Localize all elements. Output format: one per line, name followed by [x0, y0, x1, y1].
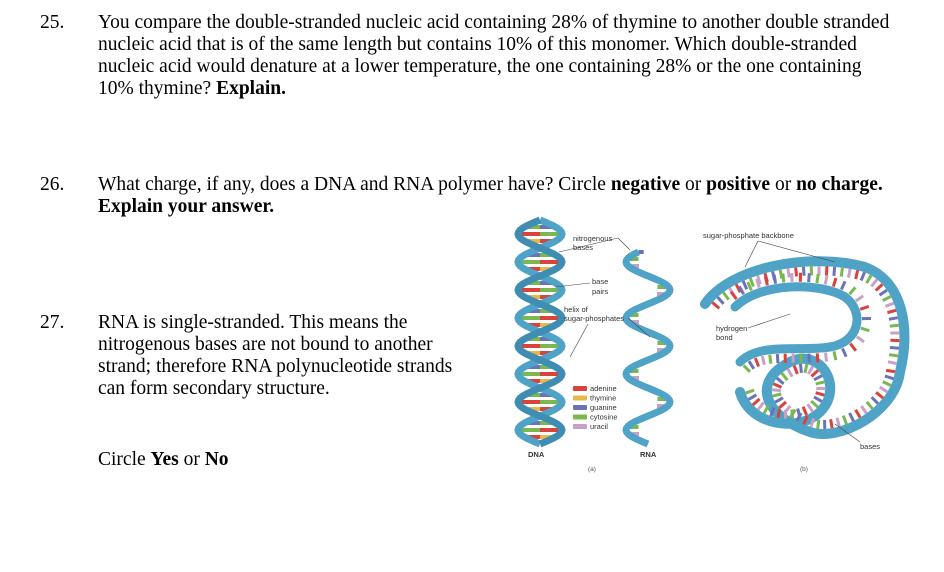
rna-base-b [765, 276, 767, 285]
option-negative[interactable]: negative [610, 174, 681, 195]
rna-base-b [805, 364, 807, 373]
rna-base-b [803, 407, 806, 415]
rna-base-b [775, 398, 783, 402]
rna-base-b [788, 369, 793, 377]
rna-base-b [857, 337, 864, 342]
rna-base-b [817, 274, 818, 283]
rna-base-b [831, 419, 832, 428]
legend-label: thymine [590, 393, 617, 403]
label-rna: RNA [640, 450, 657, 459]
rna-base-b [833, 278, 836, 287]
label-nitrogenous: nitrogenous [573, 234, 613, 243]
rna-base-b [849, 269, 851, 278]
rna-base-b [798, 408, 800, 417]
rna-base-b [861, 272, 864, 280]
rna-base-b [842, 348, 846, 356]
rna-base-b [778, 409, 780, 418]
question-text: RNA is single-stranded. This means the nitrogenous bases are not bound to another strand; therefore RNA polynucleotide strands can form secondary structure. [98, 312, 453, 399]
rna-base-b [816, 382, 825, 384]
rna-base-b [876, 392, 883, 398]
rna-base-b [783, 274, 784, 283]
rna-base-b [770, 355, 771, 364]
rna-base-b [890, 347, 899, 348]
label-panel-b: (b) [800, 466, 808, 473]
rna-base-b [889, 355, 898, 356]
rna-base-b [777, 354, 778, 363]
rna-base-b [825, 276, 827, 285]
rna-base-b [794, 366, 797, 374]
rna-base-b [792, 409, 793, 418]
rna-base-b [814, 397, 822, 402]
rna-base-b [886, 370, 895, 371]
rna-base-b [811, 401, 818, 407]
label-base: base [592, 277, 609, 286]
rna-base-b [872, 397, 878, 403]
question-number: 27. [40, 312, 65, 333]
rna-base-b [803, 267, 804, 276]
rna-base-b [885, 376, 894, 379]
rna-base-b [861, 328, 870, 331]
rna-base-b [723, 292, 728, 299]
rna-base-b [816, 393, 825, 395]
rna-base-b [890, 325, 899, 326]
yes-no-prompt: Circle Yes or No [98, 449, 229, 470]
legend-label: guanine [590, 403, 617, 412]
rna-base-b [841, 268, 842, 277]
legend-label: uracil [590, 422, 608, 431]
rna-base-b [777, 378, 784, 384]
label-pairs: pairs [592, 287, 609, 296]
option-no-charge[interactable]: no charge. [796, 174, 883, 195]
question-text: What charge, if any, does a DNA and RNA polymer have? Circle negative or positive or no charge. Explain your answer. [98, 174, 883, 217]
rna-base-b [749, 361, 754, 369]
question-text: You compare the double-stranded nucleic acid containing 28% of thymine to another double stranded nucleic acid that is of the same length but contains 10% of this monomer. Which double-stranded nucleic acid would denature at a lower temperature, the one containing 28% or the one containing 10% thymine? Explain. [98, 12, 890, 99]
rna-base-b [860, 306, 869, 309]
rna-base-b [811, 370, 818, 376]
legend-swatch [573, 396, 587, 401]
rna-base-b [861, 406, 866, 413]
rna-base-b [867, 275, 872, 283]
rna-base-b [739, 286, 743, 294]
rna-base-b [800, 364, 801, 373]
rna-base-b [883, 296, 891, 300]
label-bases: bases [573, 243, 594, 252]
rna-base-b [826, 353, 827, 362]
rna-base-b [814, 376, 822, 380]
legend-swatch [573, 424, 587, 429]
label-sugar-phosphates: sugar-phosphates [564, 314, 625, 323]
rna-base-b [796, 268, 797, 277]
rna-base-b [753, 399, 760, 405]
rna-base-b [758, 402, 763, 409]
rna-base-b [889, 318, 898, 320]
rna-base-b [876, 284, 883, 290]
dna-rna-figure [500, 212, 920, 482]
rna-base-b [712, 302, 719, 308]
rna-base-b [773, 384, 781, 388]
explain-emphasis: Explain your answer. [98, 196, 275, 217]
explain-emphasis: Explain. [216, 78, 286, 99]
rna-base-b [843, 416, 846, 424]
rna-base-b [749, 395, 757, 400]
rna-base-b [856, 270, 858, 279]
rna-base-b [755, 358, 758, 366]
rna-base-b [772, 394, 781, 396]
label-hydrogen: hydrogen [716, 324, 748, 333]
label-bases-b: bases [860, 442, 881, 451]
rna-base-b [871, 279, 877, 286]
rna-base-b [856, 410, 861, 418]
legend-label: cytosine [590, 412, 618, 422]
panel-b-rna-structure [705, 261, 904, 434]
legend-swatch [573, 386, 587, 391]
rna-base-b [888, 362, 897, 364]
rna-base-b [856, 296, 863, 301]
label-panel-a: (a) [588, 466, 596, 473]
rna-base-b [808, 366, 813, 374]
rna-base-b [880, 387, 888, 392]
option-yes[interactable]: Yes [150, 449, 179, 470]
rna-base-b [850, 344, 856, 351]
rna-base-b [764, 405, 768, 413]
rna-base-b [762, 356, 764, 365]
label-dna: DNA [528, 450, 545, 459]
rna-base-b [850, 413, 854, 421]
rna-base-b [887, 310, 896, 312]
rna-base-b [885, 303, 893, 306]
rna-base-b [718, 297, 724, 304]
rna-base-b [883, 382, 891, 386]
base-legend [573, 384, 618, 431]
label-backbone: sugar-phosphate backbone [703, 231, 794, 240]
rna-base-b [850, 287, 856, 294]
rna-base-b [880, 290, 887, 295]
rna-base-b [788, 269, 789, 278]
rna-base-b [834, 267, 835, 276]
rna-base-b [834, 351, 836, 360]
legend-swatch [573, 405, 587, 410]
question-number: 25. [40, 12, 65, 33]
option-positive[interactable]: positive [706, 174, 771, 195]
rna-base-b [782, 373, 788, 380]
rna-base-b [744, 365, 750, 371]
rna-base-b [818, 420, 819, 429]
rna-base-b [837, 418, 839, 427]
rna-base-b [841, 281, 845, 289]
rna-base-b [867, 402, 873, 409]
rna-base-b [772, 390, 781, 391]
question-number: 26. [40, 174, 65, 195]
rna-backbone-inner [735, 287, 857, 362]
option-no[interactable]: No [204, 449, 229, 470]
rna-base-b [809, 273, 810, 282]
rna-base-b [746, 390, 754, 393]
legend-label: adenine [590, 384, 617, 393]
label-bond: bond [716, 333, 733, 342]
rna-base-b [808, 404, 813, 411]
rna-base-b [774, 275, 775, 284]
label-helix-of: helix of [564, 305, 588, 314]
rna-base-b [779, 402, 786, 408]
legend-swatch [573, 415, 587, 420]
rna-base-b [743, 281, 747, 289]
